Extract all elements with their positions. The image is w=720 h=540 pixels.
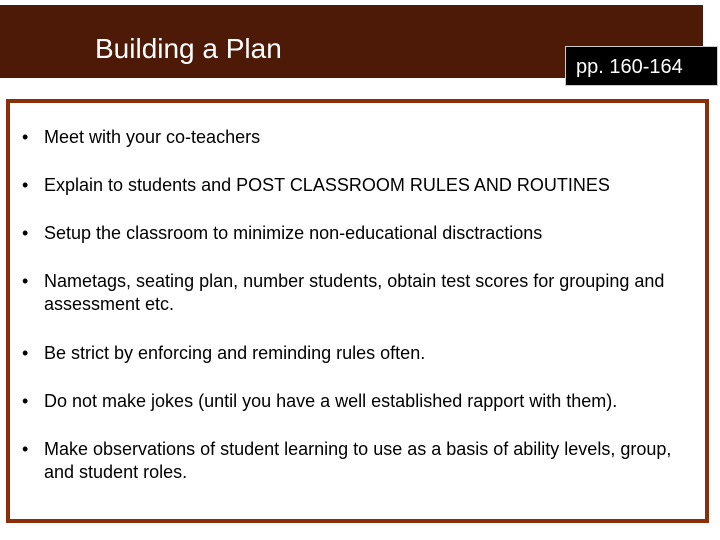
bullet-icon: •	[22, 439, 29, 459]
slide-title: Building a Plan	[95, 33, 282, 64]
bullet-icon: •	[22, 343, 29, 363]
bullet-icon: •	[22, 175, 29, 195]
page-reference: pp. 160-164	[576, 56, 683, 78]
bullet-icon: •	[22, 223, 29, 243]
content-box	[6, 99, 709, 523]
bullet-text: Setup the classroom to minimize non-educational disctractions	[44, 223, 543, 243]
bullet-text: Do not make jokes (until you have a well established rapport with them).	[44, 391, 618, 411]
bullet-text: Be strict by enforcing and reminding rules often.	[44, 343, 426, 363]
bullet-text: Meet with your co-teachers	[44, 127, 261, 147]
page-reference-box	[565, 46, 718, 86]
bullet-text: Nametags, seating plan, number students, obtain test scores for grouping and assessment etc.	[44, 271, 665, 314]
bullet-text: Make observations of student learning to use as a basis of ability levels, group, and student roles.	[44, 439, 672, 482]
bullet-text: Explain to students and POST CLASSROOM RULES AND ROUTINES	[44, 175, 610, 195]
bullet-icon: •	[22, 127, 29, 147]
bullet-icon: •	[22, 271, 29, 291]
bullet-icon: •	[22, 391, 29, 411]
